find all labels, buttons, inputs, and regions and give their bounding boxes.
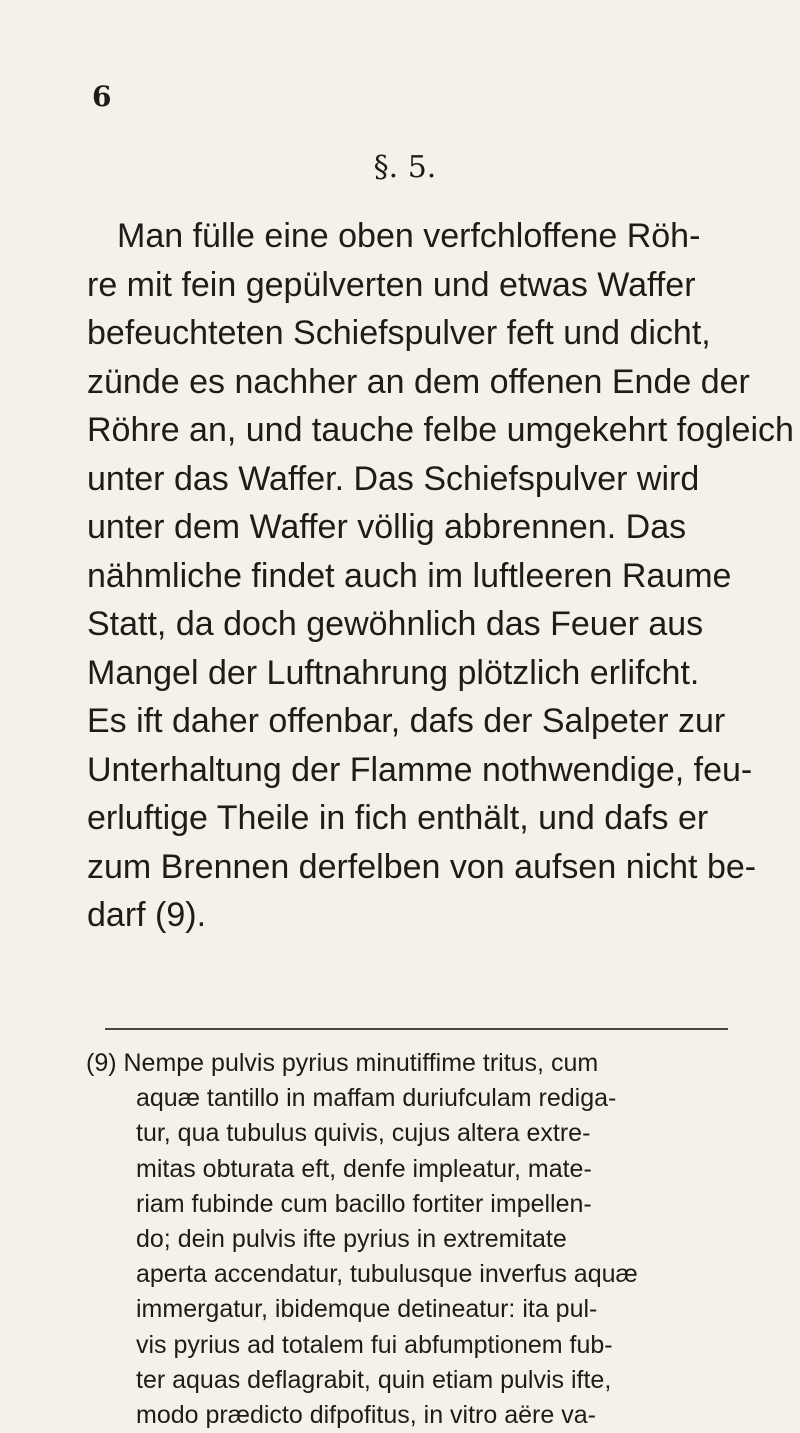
footnote-line: mitas obturata eft, denfe impleatur, mate- [136, 1154, 592, 1183]
footnote-line: ter aquas deflagrabit, quin etiam pulvis ifte, [136, 1365, 612, 1394]
footnote-line: (9) Nempe pulvis pyrius minutiffime tritus, cum [86, 1049, 599, 1077]
body-line: befeuchteten Schiefspulver feft und dicht, [87, 314, 711, 352]
section-heading: §. 5. [373, 150, 437, 185]
body-line: zünde es nachher an dem offenen Ende der [87, 362, 750, 401]
body-line: unter das Waffer. Das Schiefspulver wird [87, 459, 700, 498]
body-line: zum Brennen derfelben von aufsen nicht be- [87, 847, 757, 886]
body-line: erluftige Theile in fich enthält, und dafs er [87, 799, 709, 837]
footnote-line: riam fubinde cum bacillo fortiter impellen- [136, 1189, 592, 1218]
body-line: nähmliche findet auch im luftleeren Raume [87, 556, 732, 595]
footnote-line: vis pyrius ad totalem fui abfumptionem fub- [136, 1330, 613, 1359]
body-line: darf (9). [87, 896, 207, 934]
footnote-divider [105, 1028, 728, 1030]
body-line: Man fülle eine oben verfchloffene Röh- [117, 217, 701, 255]
body-line: Statt, da doch gewöhnlich das Feuer aus [87, 605, 704, 643]
footnote-line: do; dein pulvis ifte pyrius in extremitate [136, 1225, 567, 1254]
footnote-line: aquæ tantillo in maffam duriufculam rediga- [136, 1084, 617, 1113]
body-line: Es ift daher offenbar, dafs der Salpeter zur [87, 702, 726, 740]
body-line: Mangel der Luftnahrung plötzlich erlifcht. [87, 653, 700, 692]
footnote-line: aperta accendatur, tubulusque inverfus aquæ [136, 1260, 638, 1289]
footnote [86, 1046, 766, 1433]
body-line: re mit fein gepülverten und etwas Waffer [87, 265, 696, 304]
footnote-line: immergatur, ibidemque detineatur: ita pul- [136, 1295, 598, 1324]
page-number: 6 [92, 80, 112, 113]
footnote-line: tur, qua tubulus quivis, cujus altera extre- [136, 1119, 591, 1148]
body-text [87, 212, 794, 940]
body-line: unter dem Waffer völlig abbrennen. Das [87, 508, 687, 546]
body-line: Unterhaltung der Flamme nothwendige, feu- [87, 750, 753, 789]
body-line: Röhre an, und tauche felbe umgekehrt fogleich [87, 411, 794, 449]
footnote-line: modo prædicto difpofitus, in vitro aëre va- [136, 1401, 596, 1430]
